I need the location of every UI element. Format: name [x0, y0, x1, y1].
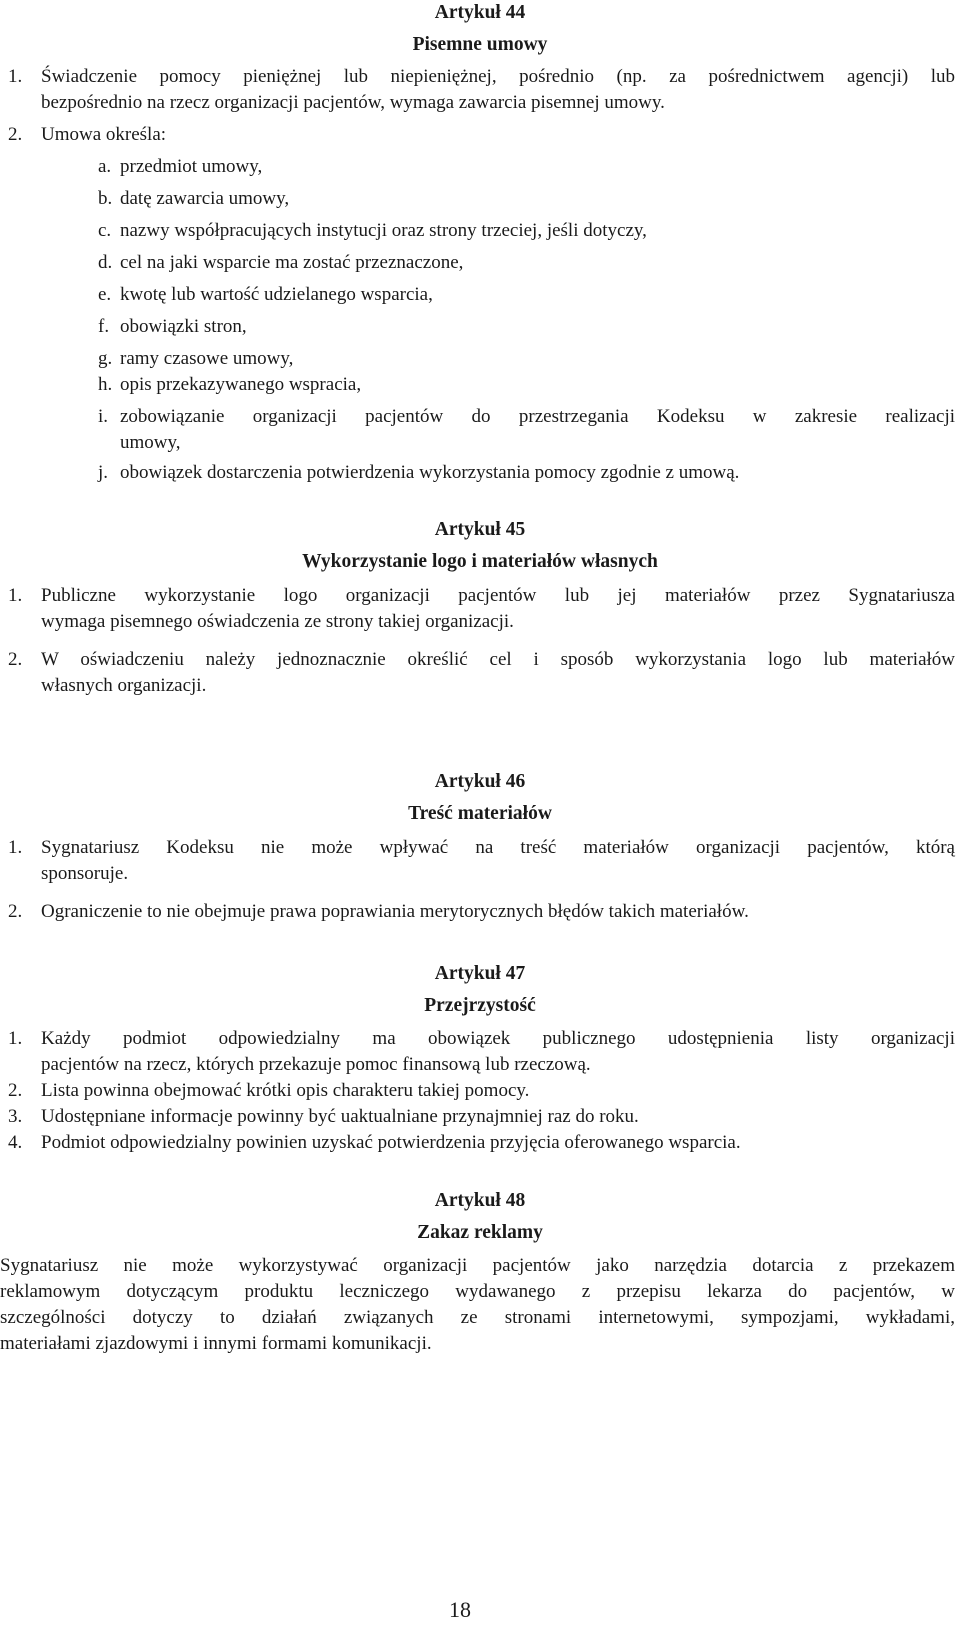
article-47-subtitle: Przejrzystość — [424, 995, 536, 1016]
article-47-title: Artykuł 47 — [434, 963, 526, 984]
article-44-subtitle: Pisemne umowy — [412, 34, 548, 55]
paragraph-number: 2. — [8, 901, 23, 922]
list-item-text: cel na jaki wsparcie ma zostać przeznaczone, — [120, 252, 464, 273]
article-45-subtitle: Wykorzystanie logo i materiałów własnych — [302, 551, 658, 572]
list-item-letter: b. — [98, 188, 113, 209]
paragraph-line: sponsoruje. — [41, 863, 129, 884]
list-item-text: ramy czasowe umowy, — [120, 348, 294, 369]
list-item-letter: c. — [98, 220, 112, 241]
article-48-subtitle: Zakaz reklamy — [417, 1222, 543, 1243]
list-item-letter: a. — [98, 156, 112, 177]
paragraph-number: 4. — [8, 1132, 23, 1153]
paragraph-line: reklamowym dotyczącym produktu leczniczego wydawanego z przepisu lekarza do pacjentów, w — [0, 1281, 955, 1302]
list-item-text: opis przekazywanego wspracia, — [120, 374, 362, 395]
article-45-title: Artykuł 45 — [434, 519, 526, 540]
paragraph-line: Lista powinna obejmować krótki opis charakteru takiej pomocy. — [41, 1080, 530, 1101]
paragraph-line: bezpośrednio na rzecz organizacji pacjentów, wymaga zawarcia pisemnej umowy. — [41, 92, 665, 113]
paragraph-line: szczególności dotyczy to działań związanych ze stronami internetowymi, sympozjami, wykładami, — [0, 1307, 955, 1328]
paragraph-line: W oświadczeniu należy jednoznacznie określić cel i sposób wykorzystania logo lub materiałów — [41, 649, 955, 670]
paragraph-line: materiałami zjazdowymi i innymi formami komunikacji. — [0, 1333, 432, 1354]
paragraph-number: 1. — [8, 585, 23, 606]
paragraph-number: 2. — [8, 1080, 23, 1101]
paragraph-line: Umowa określa: — [41, 124, 167, 145]
list-item-letter: f. — [98, 316, 110, 337]
list-item-text: obowiązki stron, — [120, 316, 247, 337]
page-number: 18 — [449, 1597, 471, 1622]
paragraph-number: 2. — [8, 649, 23, 670]
article-44-title: Artykuł 44 — [434, 2, 526, 23]
paragraph-line: pacjentów na rzecz, których przekazuje pomoc finansową lub rzeczową. — [41, 1054, 591, 1075]
list-item-letter: j. — [98, 462, 109, 483]
list-item-text: nazwy współpracujących instytucji oraz strony trzeciej, jeśli dotyczy, — [120, 220, 647, 241]
list-item-text: kwotę lub wartość udzielanego wsparcia, — [120, 284, 433, 305]
paragraph-line: Sygnatariusz Kodeksu nie może wpływać na treść materiałów organizacji pacjentów, którą — [41, 837, 955, 858]
paragraph-number: 2. — [8, 124, 23, 145]
paragraph-number: 1. — [8, 837, 23, 858]
paragraph-line: Sygnatariusz nie może wykorzystywać organizacji pacjentów jako narzędzia dotarcia z przekazem — [0, 1255, 955, 1276]
list-item-letter: g. — [98, 348, 113, 369]
list-item-text: zobowiązanie organizacji pacjentów do przestrzegania Kodeksu w zakresie realizacji — [120, 406, 955, 427]
list-item-text: datę zawarcia umowy, — [120, 188, 290, 209]
article-46-subtitle: Treść materiałów — [408, 803, 552, 824]
list-item-letter: h. — [98, 374, 113, 395]
paragraph-number: 1. — [8, 66, 23, 87]
list-item-letter: d. — [98, 252, 113, 273]
list-item-text: obowiązek dostarczenia potwierdzenia wykorzystania pomocy zgodnie z umową. — [120, 462, 740, 483]
paragraph-line: Każdy podmiot odpowiedzialny ma obowiązek publicznego udostępnienia listy organizacji — [41, 1028, 955, 1049]
paragraph-line: Podmiot odpowiedzialny powinien uzyskać potwierdzenia przyjęcia oferowanego wsparcia. — [41, 1132, 741, 1153]
list-item-text: przedmiot umowy, — [120, 156, 263, 177]
list-item-text: umowy, — [120, 432, 181, 453]
paragraph-line: własnych organizacji. — [41, 675, 207, 696]
paragraph-line: Świadczenie pomocy pieniężnej lub niepieniężnej, pośrednio (np. za pośrednictwem agencji) lub — [41, 66, 955, 87]
paragraph-line: Udostępniane informacje powinny być uaktualniane przynajmniej raz do roku. — [41, 1106, 639, 1127]
paragraph-number: 3. — [8, 1106, 23, 1127]
paragraph-number: 1. — [8, 1028, 23, 1049]
paragraph-line: Ograniczenie to nie obejmuje prawa poprawiania merytorycznych błędów takich materiałów. — [41, 901, 749, 922]
list-item-letter: i. — [98, 406, 109, 427]
list-item-letter: e. — [98, 284, 112, 305]
article-46-title: Artykuł 46 — [434, 771, 526, 792]
paragraph-line: wymaga pisemnego oświadczenia ze strony takiej organizacji. — [41, 611, 514, 632]
paragraph-line: Publiczne wykorzystanie logo organizacji pacjentów lub jej materiałów przez Sygnatariusza — [41, 585, 955, 606]
article-48-title: Artykuł 48 — [434, 1190, 526, 1211]
